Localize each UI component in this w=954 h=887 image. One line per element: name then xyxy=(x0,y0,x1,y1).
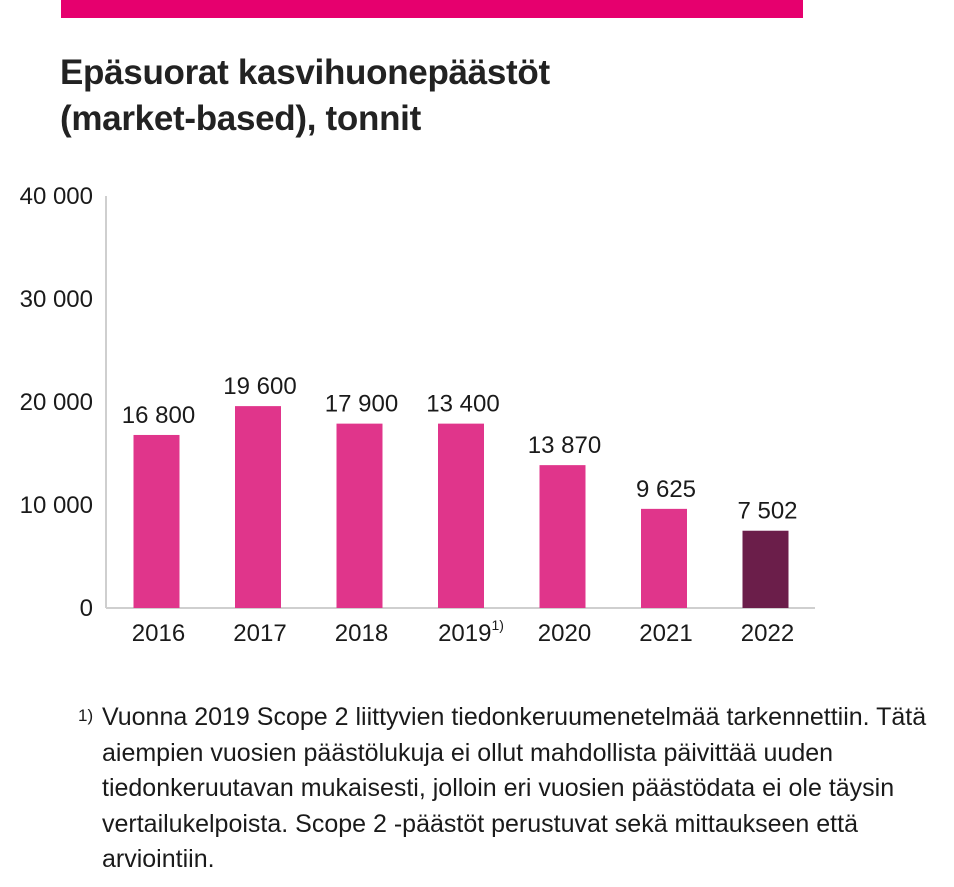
x-tick-label: 2020 xyxy=(537,620,592,647)
bar xyxy=(438,424,484,608)
data-label: 17 900 xyxy=(324,390,399,418)
bars xyxy=(134,406,789,608)
y-tick-label: 30 000 xyxy=(19,286,93,313)
y-axis xyxy=(20,183,106,622)
data-label: 13 870 xyxy=(527,432,602,460)
footnote xyxy=(78,700,938,878)
x-tick-label: 2017 xyxy=(233,620,287,647)
chart-title-line-2: (market-based), tonnit xyxy=(60,99,421,138)
y-tick-label: 0 xyxy=(79,595,93,622)
bar xyxy=(743,531,789,608)
bar xyxy=(134,435,180,608)
data-label: 19 600 xyxy=(223,373,297,401)
data-label: 13 400 xyxy=(426,390,500,418)
bar xyxy=(337,424,383,608)
x-tick-label: 2019$^{1)}$ xyxy=(438,617,504,647)
x-tick-superscript: 1) xyxy=(491,617,504,633)
y-tick-label: 20 000 xyxy=(19,389,93,416)
y-tick-label: 40 000 xyxy=(19,183,93,210)
bar xyxy=(540,465,586,608)
y-tick-label: 10 000 xyxy=(19,492,93,519)
x-tick-label: 2022 xyxy=(740,620,795,647)
footnote-marker: 1) xyxy=(78,706,94,725)
x-tick-label: 2018 xyxy=(334,620,389,647)
chart-title-line-1: Epäsuorat kasvihuonepäästöt xyxy=(60,53,550,92)
x-tick-label: 2021 xyxy=(639,620,693,647)
footnote-text: Vuonna 2019 Scope 2 liittyvien tiedonkeruumenetelmää tarkennettiin. Tätä aiempien vuosien päästölukuja ei ollut mahdollista päivittää uuden tiedonkeruutavan mukaisesti, jolloin eri vuosien päästödata ei ole täysin vertailukelpoista. Scope 2 -päästöt perustuvat sekä mittaukseen että arviointiin. xyxy=(102,703,927,873)
x-axis xyxy=(106,608,815,647)
data-label: 7 502 xyxy=(737,497,798,525)
bar xyxy=(235,406,281,608)
data-label: 9 625 xyxy=(635,475,697,503)
data-label: 16 800 xyxy=(121,401,196,429)
x-tick-label: 2016 xyxy=(131,620,186,647)
bar xyxy=(641,509,687,608)
